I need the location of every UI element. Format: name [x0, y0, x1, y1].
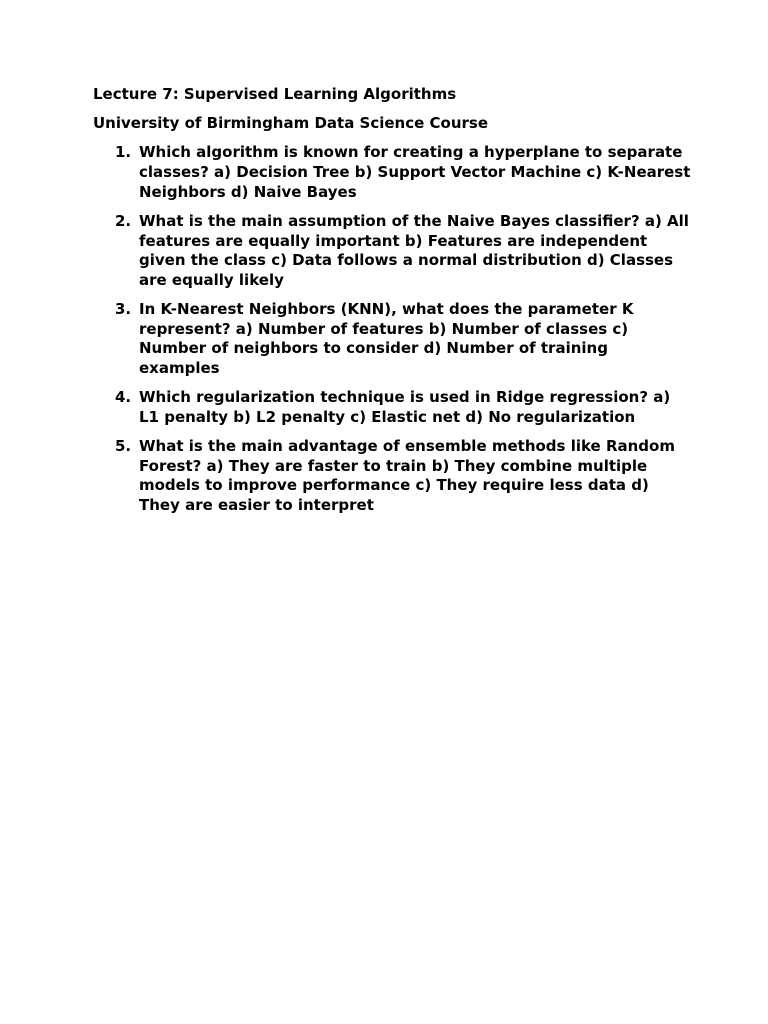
question-number: 4. — [115, 388, 132, 407]
question-number: 3. — [115, 300, 132, 319]
question-number: 1. — [115, 143, 132, 162]
question-text: What is the main advantage of ensemble methods like Random Forest? a) They are faster to train b) They combine multiple models to improve performance c) They require less data d) They are easier to interpret — [139, 437, 675, 515]
question-text: Which regularization technique is used in Ridge regression? a) L1 penalty b) L2 penalty c) Elastic net d) No regularization — [139, 388, 671, 426]
document-title: Lecture 7: Supervised Learning Algorithms — [93, 85, 457, 103]
question-list — [93, 143, 693, 515]
document-page — [93, 85, 693, 525]
question-item — [93, 437, 693, 515]
question-text: Which algorithm is known for creating a hyperplane to separate classes? a) Decision Tree b) Support Vector Machine c) K-Nearest Neighbors d) Naive Bayes — [139, 143, 691, 201]
question-item — [93, 388, 693, 427]
document-subtitle: University of Birmingham Data Science Course — [93, 114, 489, 133]
question-number: 2. — [115, 211, 132, 230]
question-item — [93, 300, 693, 378]
question-item — [93, 143, 693, 202]
question-text: In K-Nearest Neighbors (KNN), what does the parameter K represent? a) Number of features b) Number of classes c) Number of neighbors to consider d) Number of training examples — [139, 300, 634, 377]
question-item — [93, 212, 693, 290]
question-number: 5. — [115, 437, 132, 456]
question-text: What is the main assumption of the Naive Bayes classifier? a) All features are equally important b) Features are independent given the class c) Data follows a normal distribution d) Classes are equally likely — [139, 211, 689, 289]
